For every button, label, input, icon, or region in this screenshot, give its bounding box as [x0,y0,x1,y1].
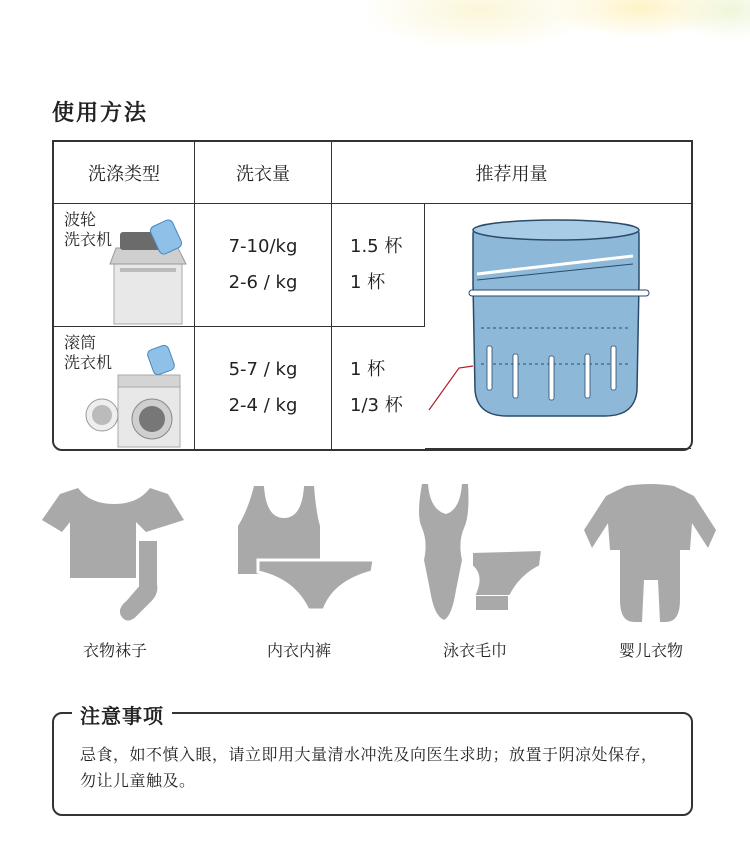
cup-value: 1 杯 [350,272,386,293]
underwear-icon [224,480,374,630]
clothes-socks-icon [40,480,190,630]
fabric-label: 婴儿衣物 [618,641,683,660]
header-amount: 洗衣量 [195,142,332,204]
measuring-cup-cell [425,204,691,449]
cup-value: 1/3 杯 [350,395,403,416]
notice-box [52,704,693,816]
swimwear-towel-item [400,480,550,660]
clothes-socks-item [40,480,190,660]
cup-value: 1.5 杯 [350,236,403,257]
swimwear-towel-icon [400,480,550,630]
row-top-loader [54,204,195,327]
baby-clothes-item [576,480,726,660]
amounts-front-loader [195,327,332,449]
header-type: 洗涤类型 [54,142,195,204]
fabric-types [40,480,700,660]
cups-front-loader [332,327,425,449]
amount-value: 5-7 / kg [228,359,298,380]
fabric-label: 泳衣毛巾 [442,641,507,660]
type-label: 滚筒 洗衣机 [64,333,113,372]
page-title: 使用方法 [52,101,149,126]
header-dosage: 推荐用量 [332,142,691,204]
amounts-top-loader [195,204,332,327]
notice-text: 忌食，如不慎入眼，请立即用大量清水冲洗及向医生求助；放置于阴凉处保存，勿让儿童触及。 [80,745,658,790]
cup-value: 1 杯 [350,359,386,380]
type-label: 波轮 洗衣机 [64,210,113,249]
front-loader-washer-icon [54,327,194,449]
fabric-label: 衣物袜子 [82,641,147,660]
header-background [0,0,750,60]
baby-clothes-icon [576,480,726,630]
amount-value: 2-6 / kg [228,272,298,293]
cups-top-loader [332,204,425,327]
notice-title: 注意事项 [72,700,172,729]
underwear-item [224,480,374,660]
amount-value: 2-4 / kg [228,395,298,416]
fabric-label: 内衣内裤 [266,641,331,660]
top-loader-washer-icon [54,204,194,326]
amount-value: 7-10/kg [228,236,298,257]
measuring-cup-icon [425,204,693,448]
row-front-loader [54,327,195,449]
usage-table [52,140,693,451]
